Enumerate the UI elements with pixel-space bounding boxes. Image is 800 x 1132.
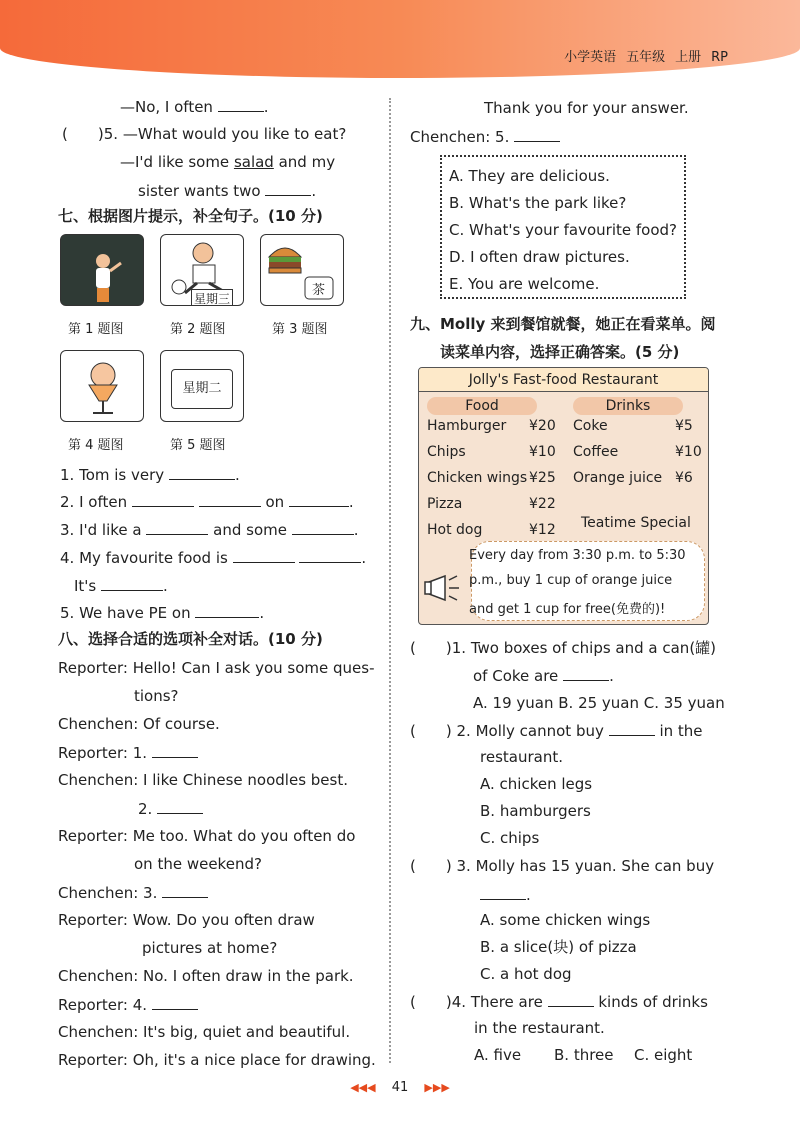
choice: B. a slice(块) of pizza [480,938,637,956]
item-5: 5. We have PE on . [60,604,265,622]
section-7-title: 七、根据图片提示，补全句子。(10 分) [58,207,323,225]
megaphone-icon [423,568,465,608]
header-grade: 五年级 [626,50,666,65]
restaurant-menu [418,367,709,625]
teatime-line: Every day from 3:30 p.m. to 5:30 [469,548,686,563]
question-4: ( )4. There are kinds of drinks [410,993,708,1011]
question-4-b: in the restaurant. [474,1019,605,1037]
prev-answer: —No, I often . [120,98,269,116]
hamburger-and-tea-icon [261,235,344,306]
page-footer [0,1080,800,1095]
dialogue-line: tions? [134,687,179,705]
picture-2-label: 第 2 题图 [170,322,226,337]
question-3-blank: . [480,884,531,905]
answer-blank[interactable] [233,547,295,563]
answer-blank[interactable] [152,994,198,1010]
calendar-label: 星期二 [171,369,233,409]
drink-item-price: ¥5 [675,418,693,434]
answer-blank[interactable] [101,575,163,591]
picture-5 [160,350,244,422]
question-2-b: restaurant. [480,748,563,766]
answer-blank[interactable] [289,491,349,507]
section-9-title-2: 读菜单内容，选择正确答案。(5 分) [440,343,680,361]
boy-at-blackboard-icon [61,235,144,306]
food-item-name: Hamburger [427,418,507,434]
food-item-price: ¥25 [529,470,556,486]
question-5-answer: —I'd like some salad and my [120,153,336,171]
drink-item-price: ¥10 [675,444,702,460]
teatime-special-box [471,541,705,621]
food-item-name: Hot dog [427,522,483,538]
answer-blank[interactable] [299,547,361,563]
ice-cream-icon [61,351,144,422]
picture-5-label: 第 5 题图 [170,438,226,453]
choice: C. chips [480,829,540,847]
option-a: A. They are delicious. [449,167,610,185]
item-1: 1. Tom is very . [60,466,240,484]
section-8-title: 八、选择合适的选项补全对话。(10 分) [58,630,323,648]
food-item-price: ¥10 [529,444,556,460]
dialogue-line: Reporter: 1. [58,742,198,763]
item-4-b: It's . [74,577,168,595]
food-item-name: Chips [427,444,466,460]
right-arrows-icon: ▶▶▶ [424,1081,450,1094]
question-1-choices: A. 19 yuan B. 25 yuan C. 35 yuan [473,694,725,712]
answer-blank[interactable] [195,602,259,618]
page-number: 41 [391,1080,409,1095]
answer-blank[interactable] [480,884,526,900]
teatime-line: and get 1 cup for free(免费的)! [469,602,666,617]
dialogue-line: Chenchen: Of course. [58,715,220,733]
left-arrows-icon: ◀◀◀ [350,1081,376,1094]
drinks-header: Drinks [573,397,683,415]
option-b: B. What's the park like? [449,194,627,212]
dialogue-line: 2. [138,798,203,819]
answer-blank[interactable] [146,519,208,535]
food-item-name: Chicken wings [427,470,528,486]
picture-3 [260,234,344,306]
weekday-label: 星期三 [191,289,233,306]
option-d: D. I often draw pictures. [449,248,630,266]
choice: C. a hot dog [480,965,572,983]
header-edition: RP [711,50,728,65]
question-1: ( )1. Two boxes of chips and a can(罐) [410,639,717,657]
drink-item-name: Coffee [573,444,619,460]
teatime-title: Teatime Special [581,515,691,531]
picture-4 [60,350,144,422]
dialogue-line: Reporter: Me too. What do you often do [58,827,356,845]
answer-blank[interactable] [292,519,354,535]
dialogue-line: Reporter: Hello! Can I ask you some ques- [58,659,375,677]
food-item-price: ¥12 [529,522,556,538]
dialogue-line: Chenchen: I like Chinese noodles best. [58,771,348,789]
answer-blank[interactable] [609,720,655,736]
picture-1 [60,234,144,306]
answer-blank[interactable] [218,96,264,112]
answer-blank[interactable] [132,491,194,507]
question-5-answer-2: sister wants two . [138,182,317,200]
answer-blank[interactable] [563,665,609,681]
column-divider [389,98,391,1063]
dialogue-line: Reporter: Oh, it's a nice place for drawing. [58,1051,376,1069]
menu-title: Jolly's Fast-food Restaurant [419,368,708,392]
dialogue-line: Chenchen: No. I often draw in the park. [58,967,354,985]
question-1-b: of Coke are . [473,667,614,685]
chenchen-5-line: Chenchen: 5. [410,126,560,147]
picture-1-label: 第 1 题图 [68,322,124,337]
picture-3-label: 第 3 题图 [272,322,328,337]
food-item-price: ¥22 [529,496,556,512]
food-item-name: Pizza [427,496,463,512]
item-3: 3. I'd like a and some . [60,521,359,539]
choice: C. eight [634,1046,693,1064]
answer-blank[interactable] [162,882,208,898]
drink-item-name: Orange juice [573,470,663,486]
dialogue-line: Chenchen: 3. [58,882,208,903]
choice: A. some chicken wings [480,911,651,929]
dialogue-line: Chenchen: It's big, quiet and beautiful. [58,1023,351,1041]
answer-blank[interactable] [169,464,235,480]
drink-item-price: ¥6 [675,470,693,486]
section-9-title: 九、Molly 来到餐馆就餐，她正在看菜单。阅 [410,315,716,333]
header-band [0,0,800,78]
answer-blank[interactable] [514,126,560,142]
page-header [554,46,728,65]
food-item-price: ¥20 [529,418,556,434]
food-header: Food [427,397,537,415]
item-4: 4. My favourite food is . [60,549,367,567]
header-subject: 小学英语 [564,50,617,65]
dialogue-line: Reporter: Wow. Do you often draw [58,911,315,929]
dialogue-line: Reporter: 4. [58,994,198,1015]
answer-blank[interactable] [548,991,594,1007]
choice: A. five [474,1046,522,1064]
answer-blank[interactable] [199,491,261,507]
picture-4-label: 第 4 题图 [68,438,124,453]
item-2: 2. I often on . [60,493,354,511]
choice: A. chicken legs [480,775,593,793]
choice: B. hamburgers [480,802,591,820]
dialogue-line: pictures at home? [142,939,278,957]
picture-2 [160,234,244,306]
answer-blank[interactable] [265,180,311,196]
teatime-line: p.m., buy 1 cup of orange juice [469,573,673,588]
thanks-line: Thank you for your answer. [484,99,689,117]
question-5: ( )5. —What would you like to eat? [62,125,347,143]
question-3: ( ) 3. Molly has 15 yuan. She can buy [410,857,715,875]
option-c: C. What's your favourite food? [449,221,677,239]
question-2: ( ) 2. Molly cannot buy in the [410,722,703,740]
answer-blank[interactable] [152,742,198,758]
dialogue-line: on the weekend? [134,855,262,873]
choice: B. three [554,1046,614,1064]
header-term: 上册 [675,50,702,65]
drink-item-name: Coke [573,418,608,434]
answer-blank[interactable] [157,798,203,814]
tea-label: 茶 [312,283,326,298]
option-e: E. You are welcome. [449,275,600,293]
